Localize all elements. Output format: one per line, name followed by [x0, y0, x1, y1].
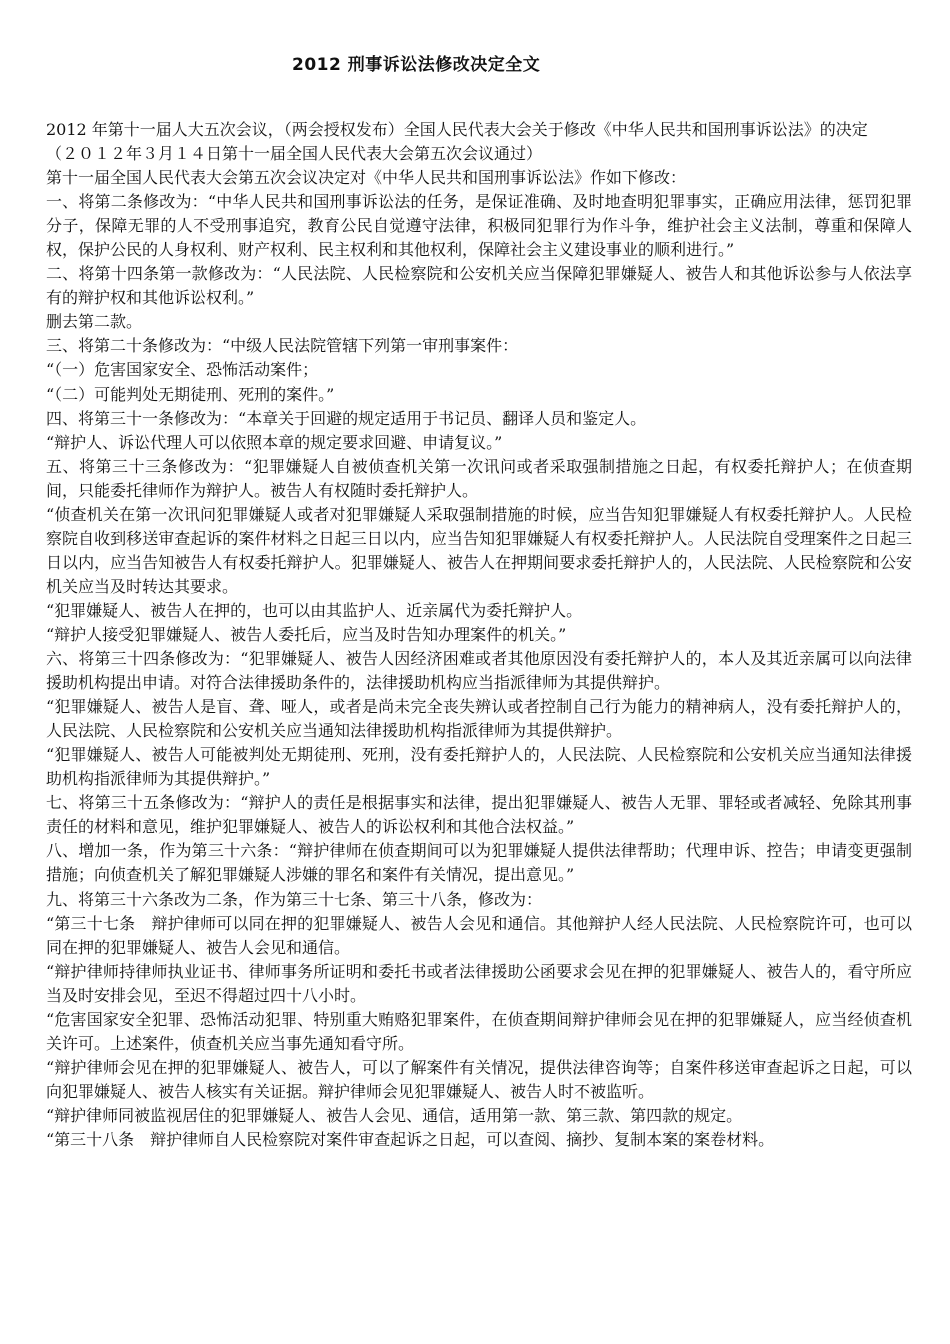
- paragraph: 五、将第三十三条修改为：“犯罪嫌疑人自被侦查机关第一次讯问或者采取强制措施之日起，有权委托辩护人；在侦查期间，只能委托律师作为辩护人。被告人有权随时委托辩护人。: [46, 456, 912, 500]
- paragraph: 四、将第三十一条修改为：“本章关于回避的规定适用于书记员、翻译人员和鉴定人。: [46, 408, 647, 428]
- paragraph: 九、将第三十六条改为二条，作为第三十七条、第三十八条，修改为：: [46, 889, 543, 909]
- paragraph: “（二）可能判处无期徒刑、死刑的案件。”: [46, 384, 335, 404]
- paragraph: 七、将第三十五条修改为：“辩护人的责任是根据事实和法律，提出犯罪嫌疑人、被告人无罪、罪轻或者减轻、免除其刑事责任的材料和意见，维护犯罪嫌疑人、被告人的诉讼权利和其他合法权益。”: [46, 793, 912, 837]
- paragraph: 2012 年第十一届人大五次会议，（两会授权发布）全国人民代表大会关于修改《中华人民共和国刑事诉讼法》的决定: [46, 120, 868, 139]
- paragraph: 删去第二款。: [46, 312, 143, 332]
- paragraph: “辩护律师持律师执业证书、律师事务所证明和委托书或者法律援助公函要求会见在押的犯罪嫌疑人、被告人的，看守所应当及时安排会见，至迟不得超过四十八小时。: [46, 961, 912, 1005]
- document-body: [46, 118, 912, 1152]
- paragraph: “辩护律师会见在押的犯罪嫌疑人、被告人，可以了解案件有关情况，提供法律咨询等；自案件移送审查起诉之日起，可以向犯罪嫌疑人、被告人核实有关证据。辩护律师会见犯罪嫌疑人、被告人时不被监听。: [46, 1057, 912, 1101]
- paragraph: 二、将第十四条第一款修改为：“人民法院、人民检察院和公安机关应当保障犯罪嫌疑人、被告人和其他诉讼参与人依法享有的辩护权和其他诉讼权利。”: [46, 264, 912, 308]
- paragraph: 三、将第二十条修改为：“中级人民法院管辖下列第一审刑事案件：: [46, 336, 519, 356]
- paragraph: “辩护人、诉讼代理人可以依照本章的规定要求回避、申请复议。”: [46, 432, 503, 452]
- paragraph: “第三十七条 辩护律师可以同在押的犯罪嫌疑人、被告人会见和通信。其他辩护人经人民法院、人民检察院许可，也可以同在押的犯罪嫌疑人、被告人会见和通信。: [46, 913, 912, 957]
- paragraph: 第十一届全国人民代表大会第五次会议决定对《中华人民共和国刑事诉讼法》作如下修改：: [46, 168, 687, 188]
- paragraph: 八、增加一条，作为第三十六条：“辩护律师在侦查期间可以为犯罪嫌疑人提供法律帮助；代理申诉、控告；申请变更强制措施；向侦查机关了解犯罪嫌疑人涉嫌的罪名和案件有关情况，提出意见。”: [46, 841, 912, 885]
- paragraph: “辩护律师同被监视居住的犯罪嫌疑人、被告人会见、通信，适用第一款、第三款、第四款的规定。: [46, 1105, 743, 1125]
- document-title: 2012 刑事诉讼法修改决定全文: [292, 55, 541, 75]
- paragraph: （２０１２年３月１４日第十一届全国人民代表大会第五次会议通过）: [46, 144, 543, 164]
- paragraph: “侦查机关在第一次讯问犯罪嫌疑人或者对犯罪嫌疑人采取强制措施的时候，应当告知犯罪嫌疑人有权委托辩护人。人民检察院自收到移送审查起诉的案件材料之日起三日以内，应当告知犯罪嫌疑人有权委托辩护人。人民法院自受理案件之日起三日以内，应当告知被告人有权委托辩护人。犯罪嫌疑人、被告人在押期间要求委托辩护人的，人民法院、人民检察院和公安机关应当及时转达其要求。: [46, 504, 912, 596]
- paragraph: 六、将第三十四条修改为：“犯罪嫌疑人、被告人因经济困难或者其他原因没有委托辩护人的，本人及其近亲属可以向法律援助机构提出申请。对符合法律援助条件的，法律援助机构应当指派律师为其提供辩护。: [46, 649, 912, 693]
- paragraph: “危害国家安全犯罪、恐怖活动犯罪、特别重大贿赂犯罪案件，在侦查期间辩护律师会见在押的犯罪嫌疑人，应当经侦查机关许可。上述案件，侦查机关应当事先通知看守所。: [46, 1009, 912, 1053]
- paragraph: “辩护人接受犯罪嫌疑人、被告人委托后，应当及时告知办理案件的机关。”: [46, 624, 567, 644]
- paragraph: “犯罪嫌疑人、被告人可能被判处无期徒刑、死刑，没有委托辩护人的，人民法院、人民检察院和公安机关应当通知法律援助机构指派律师为其提供辩护。”: [46, 745, 912, 789]
- paragraph: “（一）危害国家安全、恐怖活动案件；: [46, 360, 319, 380]
- paragraph: 一、将第二条修改为：“中华人民共和国刑事诉讼法的任务，是保证准确、及时地查明犯罪事实，正确应用法律，惩罚犯罪分子，保障无罪的人不受刑事追究，教育公民自觉遵守法律，积极同犯罪行为作斗争，维护社会主义法制，尊重和保障人权，保护公民的人身权利、财产权利、民主权利和其他权利，保障社会主义建设事业的顺利进行。”: [46, 192, 912, 260]
- paragraph: “犯罪嫌疑人、被告人是盲、聋、哑人，或者是尚未完全丧失辨认或者控制自己行为能力的精神病人，没有委托辩护人的，人民法院、人民检察院和公安机关应当通知法律援助机构指派律师为其提供辩护。: [46, 697, 912, 741]
- paragraph: “第三十八条 辩护律师自人民检察院对案件审查起诉之日起，可以查阅、摘抄、复制本案的案卷材料。: [46, 1129, 775, 1149]
- paragraph: “犯罪嫌疑人、被告人在押的，也可以由其监护人、近亲属代为委托辩护人。: [46, 600, 583, 620]
